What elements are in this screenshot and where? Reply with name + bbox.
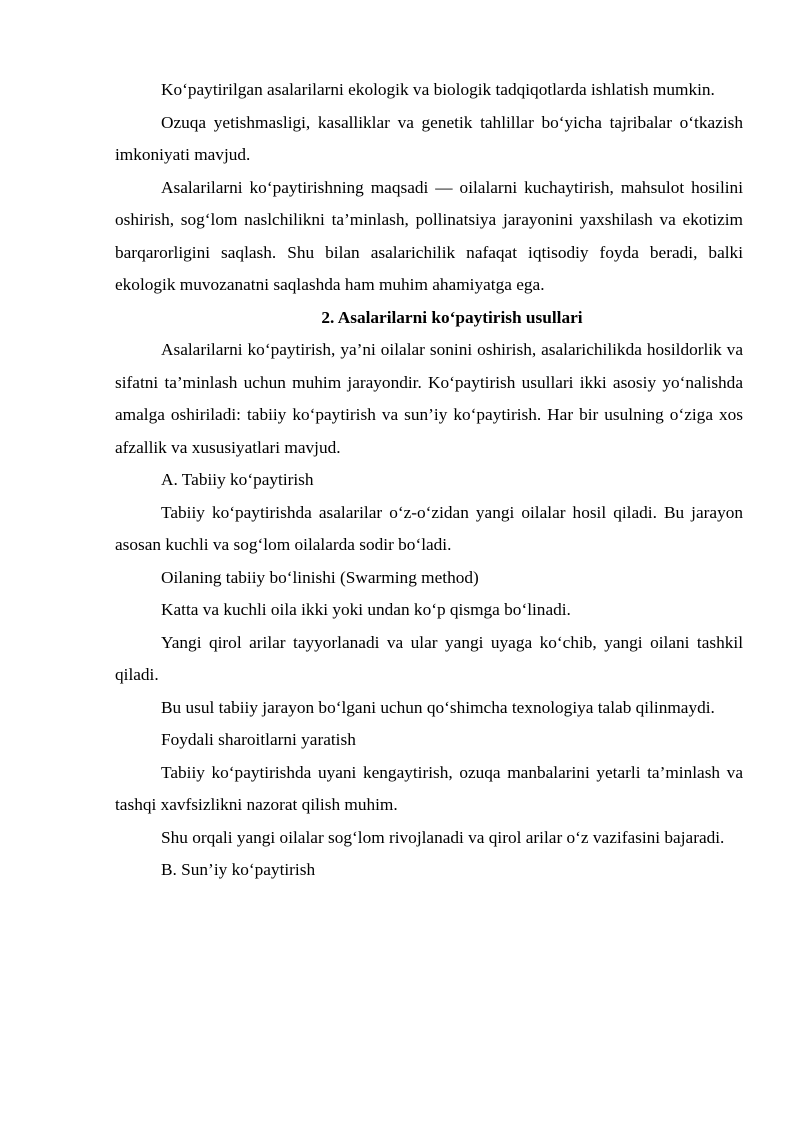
paragraph-experiments: Ozuqa yetishmasligi, kasalliklar va genetik tahlillar bo‘yicha tajribalar o‘tkazish imkoniyati mavjud. (115, 112, 743, 164)
paragraph-breeding-goal: Asalarilarni ko‘paytirishning maqsadi — oilalarni kuchaytirish, mahsulot hosilini oshirish, sog‘lom naslchilikni ta’minlash, pollinatsiya jarayonini yaxshilash va ekotizim barqarorligini saqlash. Shu bilan asalarichilik nafaqat iqtisodiy foyda beradi, balki ekologik muvozanatni saqlashda ham muhim ahamiyatga ega. (115, 177, 743, 294)
paragraph-research-use: Ko‘paytirilgan asalarilarni ekologik va biologik tadqiqotlarda ishlatish mumkin. (161, 80, 715, 99)
section-heading: 2. Asalarilarni ko‘paytirish usullari (321, 307, 583, 327)
paragraph-healthy-colonies: Shu orqali yangi oilalar sog‘lom rivojlanadi va qirol arilar o‘z vazifasini bajaradi. (161, 827, 725, 847)
item-swarming-method: Oilaning tabiiy bo‘linishi (Swarming method) (161, 567, 479, 587)
paragraph-breeding-methods-intro: Asalarilarni ko‘paytirish, ya’ni oilalar sonini oshirish, asalarichilikda hosildorlik va sifatni ta’minlash uchun muhim jarayondir. Ko‘paytirish usullari ikki asosiy yo‘nalishda amalga oshiriladi: tabiiy ko‘paytirish va sun’iy ko‘paytirish. Har bir usulning o‘ziga xos afzallik va xususiyatlari mavjud. (115, 340, 743, 457)
item-no-technology: Bu usul tabiiy jarayon bo‘lgani uchun qo‘shimcha texnologiya talab qilinmaydi. (161, 697, 715, 717)
subheading-artificial-breeding: B. Sun’iy ko‘paytirish (161, 860, 316, 879)
paragraph-natural-breeding: Tabiiy ko‘paytirishda asalarilar o‘z-o‘zidan yangi oilalar hosil qiladi. Bu jarayon asosan kuchli va sog‘lom oilalarda sodir bo‘ladi. (115, 502, 743, 554)
item-colony-split: Katta va kuchli oila ikki yoki undan ko‘p qismga bo‘linadi. (161, 600, 571, 619)
document-page (115, 74, 743, 887)
paragraph-hive-expansion: Tabiiy ko‘paytirishda uyani kengaytirish, ozuqa manbalarini yetarli ta’minlash va tashqi xavfsizlikni nazorat qilish muhim. (115, 762, 743, 814)
item-favorable-conditions: Foydali sharoitlarni yaratish (161, 730, 356, 749)
subheading-natural-breeding: A. Tabiiy ko‘paytirish (161, 470, 314, 489)
item-new-queens: Yangi qirol arilar tayyorlanadi va ular yangi uyaga ko‘chib, yangi oilani tashkil qiladi. (115, 632, 743, 684)
